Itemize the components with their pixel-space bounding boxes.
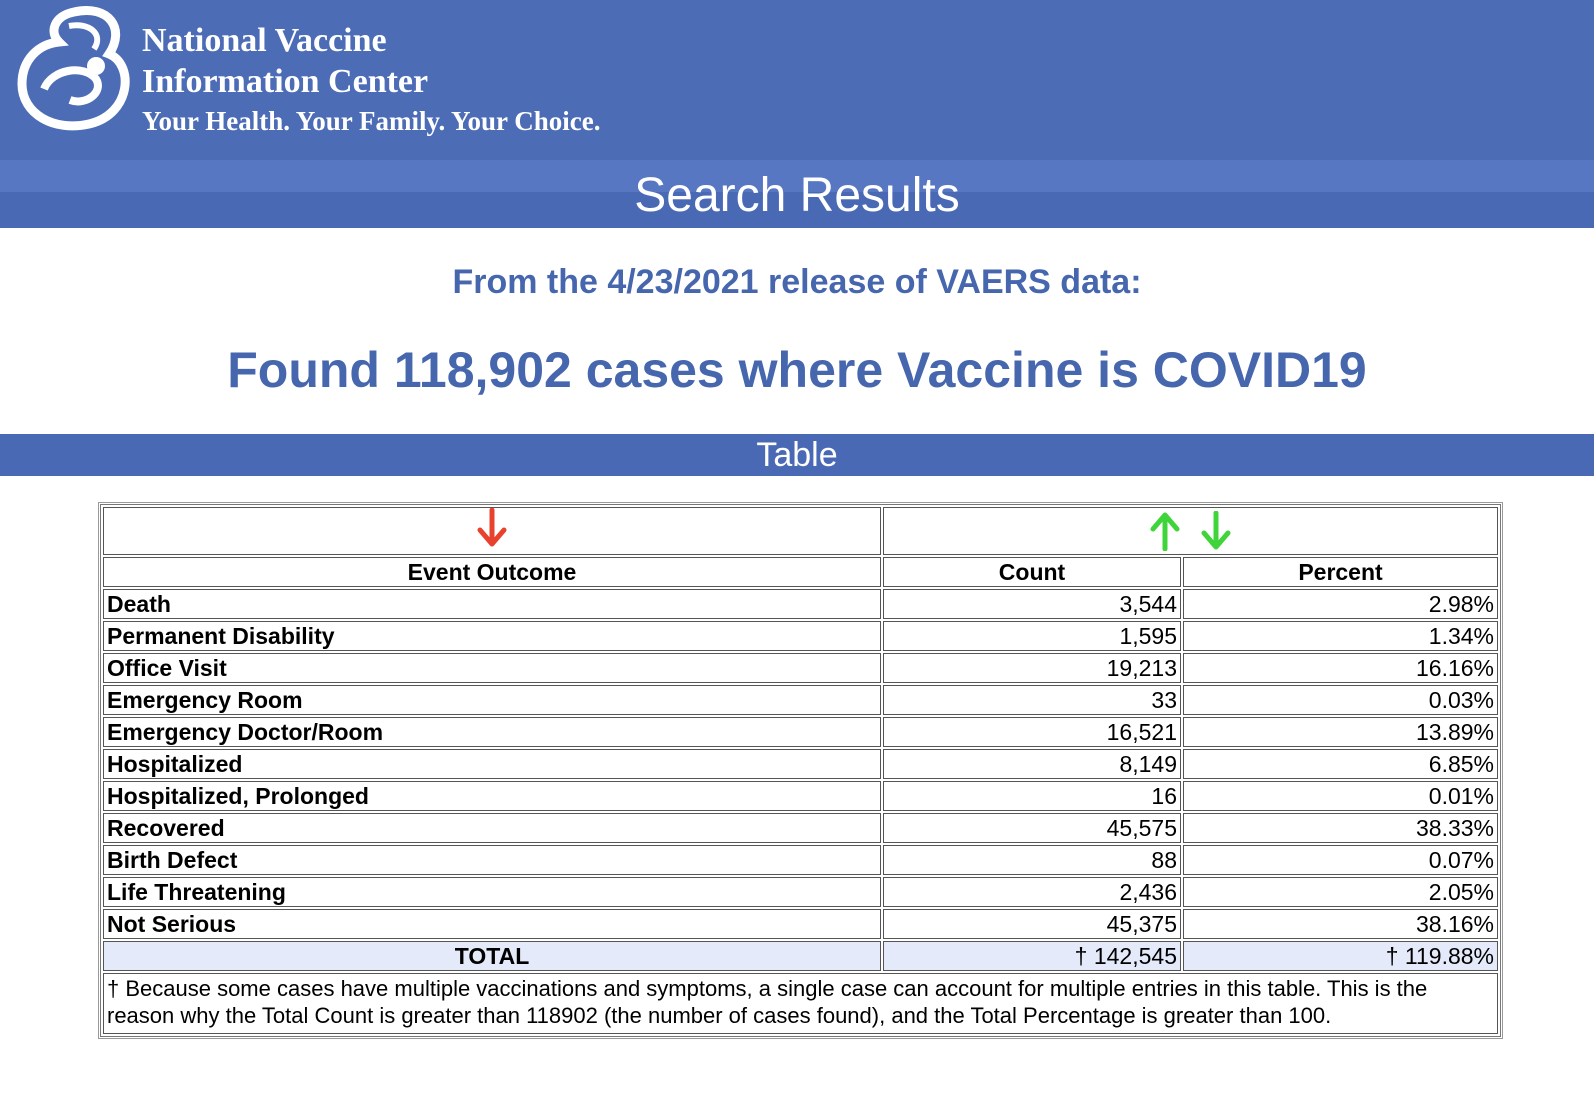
sort-row <box>103 507 1498 555</box>
percent-cell: 2.98% <box>1183 589 1498 619</box>
table-row <box>103 717 1498 747</box>
percent-cell: 1.34% <box>1183 621 1498 651</box>
percent-cell: 16.16% <box>1183 653 1498 683</box>
count-cell: 3,544 <box>883 589 1181 619</box>
brand-block[interactable] <box>142 20 601 138</box>
column-header-percent[interactable]: Percent <box>1183 557 1498 587</box>
table-body <box>103 589 1498 939</box>
total-count: † 142,545 <box>883 941 1181 971</box>
table-title-bar <box>0 434 1594 476</box>
results-table <box>100 504 1501 1037</box>
outcome-cell: Death <box>103 589 881 619</box>
outcome-sort-cell <box>103 507 881 555</box>
mother-child-logo-icon[interactable] <box>14 4 134 134</box>
count-cell: 16 <box>883 781 1181 811</box>
outcome-cell: Birth Defect <box>103 845 881 875</box>
percent-cell: 0.03% <box>1183 685 1498 715</box>
column-header-outcome[interactable]: Event Outcome <box>103 557 881 587</box>
header-row <box>103 557 1498 587</box>
count-cell: 33 <box>883 685 1181 715</box>
percent-cell: 38.16% <box>1183 909 1498 939</box>
percent-cell: 13.89% <box>1183 717 1498 747</box>
total-percent: † 119.88% <box>1183 941 1498 971</box>
outcome-cell: Life Threatening <box>103 877 881 907</box>
outcome-cell: Not Serious <box>103 909 881 939</box>
table-row <box>103 877 1498 907</box>
sort-asc-arrow-icon[interactable] <box>1150 511 1180 551</box>
org-name-line2: Information Center <box>142 63 429 100</box>
count-cell: 19,213 <box>883 653 1181 683</box>
outcome-cell: Recovered <box>103 813 881 843</box>
percent-cell: 38.33% <box>1183 813 1498 843</box>
table-row <box>103 909 1498 939</box>
table-row <box>103 685 1498 715</box>
outcome-cell: Emergency Doctor/Room <box>103 717 881 747</box>
column-header-count[interactable]: Count <box>883 557 1181 587</box>
percent-cell: 6.85% <box>1183 749 1498 779</box>
footnote-row <box>103 973 1498 1034</box>
org-name-line1: National Vaccine <box>142 22 387 59</box>
outcome-cell: Office Visit <box>103 653 881 683</box>
total-label: TOTAL <box>103 941 881 971</box>
outcome-cell: Permanent Disability <box>103 621 881 651</box>
table-row <box>103 781 1498 811</box>
percent-cell: 0.01% <box>1183 781 1498 811</box>
count-sort-cell <box>883 507 1498 555</box>
table-row <box>103 589 1498 619</box>
table-row <box>103 621 1498 651</box>
count-cell: 1,595 <box>883 621 1181 651</box>
table-row <box>103 845 1498 875</box>
outcome-cell: Hospitalized <box>103 749 881 779</box>
count-cell: 16,521 <box>883 717 1181 747</box>
table-title: Table <box>756 436 838 474</box>
count-cell: 45,375 <box>883 909 1181 939</box>
footnote: † Because some cases have multiple vaccinations and symptoms, a single case can account for multiple entries in this table. This is the reason why the Total Count is greater than 118902 (the number of cases found), and the Total Percentage is greater than 100. <box>103 973 1498 1034</box>
table-row <box>103 813 1498 843</box>
count-cell: 2,436 <box>883 877 1181 907</box>
percent-cell: 2.05% <box>1183 877 1498 907</box>
outcome-cell: Hospitalized, Prolonged <box>103 781 881 811</box>
table-row <box>103 653 1498 683</box>
total-row <box>103 941 1498 971</box>
sort-desc-arrow-icon[interactable] <box>477 508 507 548</box>
table-row <box>103 749 1498 779</box>
count-cell: 88 <box>883 845 1181 875</box>
count-cell: 8,149 <box>883 749 1181 779</box>
sort-desc-arrow-icon[interactable] <box>1201 511 1231 551</box>
count-cell: 45,575 <box>883 813 1181 843</box>
outcome-cell: Emergency Room <box>103 685 881 715</box>
release-info: From the 4/23/2021 release of VAERS data: <box>452 263 1142 301</box>
site-header <box>0 0 1594 160</box>
page-title: Search Results <box>634 169 960 222</box>
percent-cell: 0.07% <box>1183 845 1498 875</box>
tagline: Your Health. Your Family. Your Choice. <box>142 106 601 136</box>
found-summary: Found 118,902 cases where Vaccine is COVID19 <box>227 342 1367 398</box>
results-title-bar <box>0 160 1594 228</box>
